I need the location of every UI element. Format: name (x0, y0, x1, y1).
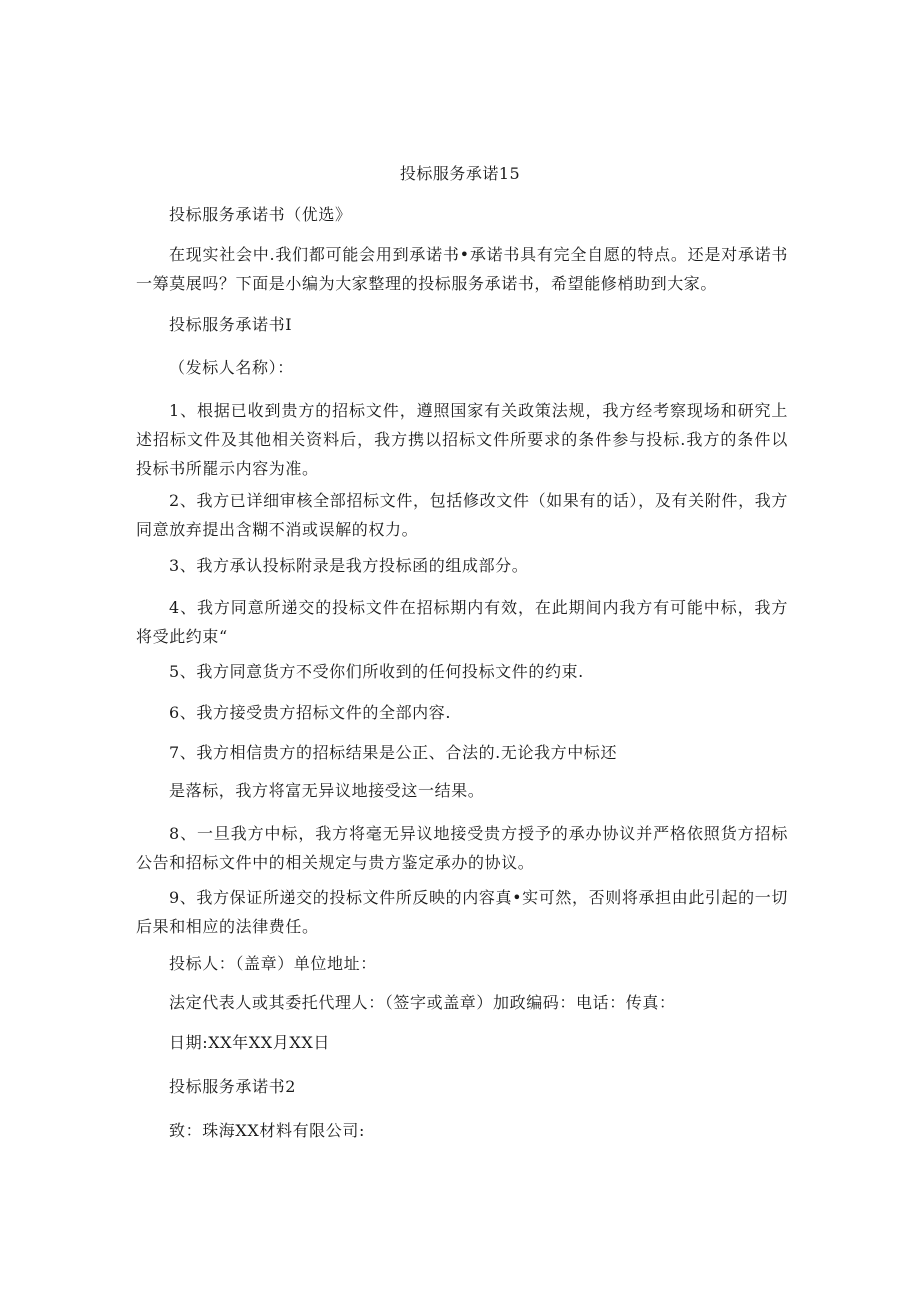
item-5: 5、我方同意货方不受你们所收到的任何投标文件的约束. (169, 662, 584, 681)
recipient-line: （发标人名称）： (169, 358, 294, 377)
intro-paragraph: 在现实社会中.我们都可能会用到承诺书•承诺书具有完全自愿的特点。还是对承诺书一筹莫展吗？下面是小编为大家整理的投标服务承诺书，希望能修梢助到大家。 (136, 245, 788, 293)
item-9: 9、我方保证所递交的投标文件所反映的内容真•实可然，否则将承担由此引起的一切后果和相应的法律费任。 (136, 888, 788, 936)
item-8: 8、一旦我方中标，我方将毫无异议地接受贵方授予的承办协议并严格依照货方招标公告和招标文件中的相关规定与贵方鉴定承办的协议。 (136, 824, 788, 872)
section-2-heading: 投标服务承诺书2 (169, 1077, 296, 1096)
section-2-addressee: 致：珠海XX材料有限公司: (169, 1121, 365, 1140)
item-7: 7、我方相信贵方的招标结果是公正、合法的.无论我方中标还 (169, 743, 618, 762)
item-6: 6、我方接受贵方招标文件的全部内容. (169, 703, 452, 722)
item-1: 1、根据已收到贵方的招标文件，遵照国家有关政策法规，我方经考察现场和研究上述招标文件及其他相关资料后，我方携以招标文件所要求的条件参与投标.我方的条件以投标书所罷示内容为准。 (136, 401, 788, 478)
item-3: 3、我方承认投标附录是我方投标函的组成部分。 (169, 556, 529, 575)
item-4: 4、我方同意所递交的投标文件在招标期内有效，在此期间内我方有可能中标，我方将受此约束“ (136, 598, 788, 646)
item-2: 2、我方已详细审核全部招标文件，包括修改文件（如果有的话），及有关附件，我方同意放弃提出含糊不消或误解的权力。 (136, 491, 788, 539)
document-title: 投标服务承诺15 (399, 164, 521, 183)
signature-line-2: 法定代表人或其委托代理人：（签字或盖章）加政编码：电话：传真： (169, 993, 676, 1012)
date-line: 日期:XX年XX月XX日 (169, 1033, 330, 1052)
signature-line-1: 投标人：（盖章）单位地址： (169, 954, 377, 973)
section-1-heading: 投标服务承诺书I (169, 315, 293, 334)
item-7-continued: 是落标，我方将富无异议地接受这一结果。 (169, 781, 485, 800)
document-subtitle: 投标服务承诺书（优选》 (169, 205, 352, 224)
